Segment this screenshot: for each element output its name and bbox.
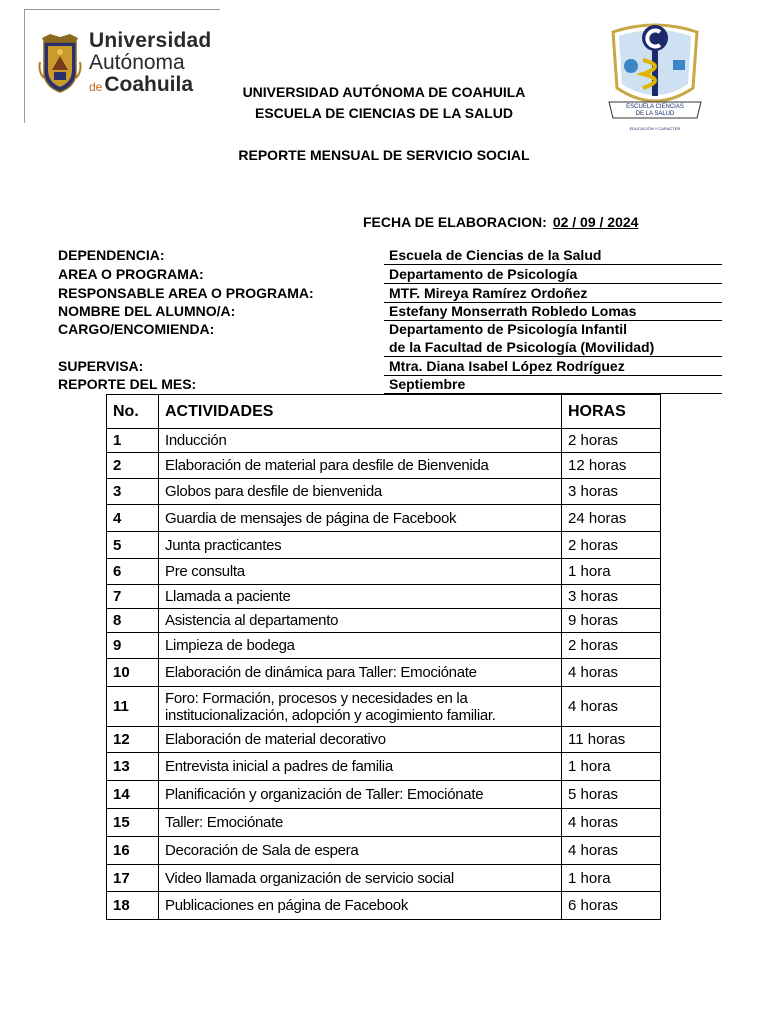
supervisa-label: SUPERVISA: (58, 358, 144, 374)
table-row (107, 687, 661, 727)
row-no: 16 (107, 837, 159, 865)
table-row (107, 585, 661, 609)
alumno-value: Estefany Monserrath Robledo Lomas (384, 303, 722, 321)
logo-line-2: Autónoma (89, 51, 185, 74)
activities-table (106, 394, 661, 920)
row-horas: 3 horas (562, 479, 661, 505)
report-title: REPORTE MENSUAL DE SERVICIO SOCIAL (238, 147, 530, 163)
row-no: 17 (107, 865, 159, 892)
row-actividad: Pre consulta (159, 559, 562, 585)
table-row (107, 429, 661, 453)
row-actividad: Decoración de Sala de espera (159, 837, 562, 865)
row-actividad: Guardia de mensajes de página de Facebook (159, 505, 562, 532)
area-label: AREA O PROGRAMA: (58, 266, 204, 282)
row-no: 6 (107, 559, 159, 585)
row-actividad: Video llamada organización de servicio social (159, 865, 562, 892)
row-no: 7 (107, 585, 159, 609)
row-no: 9 (107, 633, 159, 659)
row-horas: 1 hora (562, 559, 661, 585)
row-no: 15 (107, 809, 159, 837)
fecha-value: 02 / 09 / 2024 (552, 214, 639, 230)
row-horas: 4 horas (562, 687, 661, 727)
table-row (107, 505, 661, 532)
row-no: 8 (107, 609, 159, 633)
row-horas: 1 hora (562, 753, 661, 781)
row-actividad: Asistencia al departamento (159, 609, 562, 633)
row-horas: 9 horas (562, 609, 661, 633)
university-name: UNIVERSIDAD AUTÓNOMA DE COAHUILA (242, 84, 526, 100)
row-no: 14 (107, 781, 159, 809)
row-horas: 3 horas (562, 585, 661, 609)
table-row (107, 753, 661, 781)
row-actividad-line-2: institucionalización, adopción y acogimiento familiar. (165, 706, 496, 724)
row-horas: 6 horas (562, 892, 661, 920)
table-row (107, 781, 661, 809)
school-name: ESCUELA DE CIENCIAS DE LA SALUD (255, 105, 513, 121)
mes-value: Septiembre (384, 376, 722, 394)
dependencia-value: Escuela de Ciencias de la Salud (384, 247, 722, 265)
cargo-label: CARGO/ENCOMIENDA: (58, 321, 215, 337)
table-row (107, 559, 661, 585)
row-no: 12 (107, 727, 159, 753)
logo-line-1: Universidad (89, 29, 212, 52)
row-actividad: Entrevista inicial a padres de familia (159, 753, 562, 781)
row-horas: 4 horas (562, 659, 661, 687)
row-actividad: Limpieza de bodega (159, 633, 562, 659)
responsable-label: RESPONSABLE AREA O PROGRAMA: (58, 285, 314, 301)
row-no: 5 (107, 532, 159, 559)
supervisa-value: Mtra. Diana Isabel López Rodríguez (384, 358, 722, 376)
table-row (107, 532, 661, 559)
logo-line-3-name: Coahuila (104, 73, 194, 96)
alumno-label: NOMBRE DEL ALUMNO/A: (58, 303, 236, 319)
row-horas: 4 horas (562, 837, 661, 865)
table-row (107, 892, 661, 920)
row-no: 2 (107, 453, 159, 479)
row-actividad: Llamada a paciente (159, 585, 562, 609)
row-actividad: Publicaciones en página de Facebook (159, 892, 562, 920)
row-no: 11 (107, 687, 159, 727)
row-horas: 4 horas (562, 809, 661, 837)
row-actividad: Globos para desfile de bienvenida (159, 479, 562, 505)
table-row (107, 609, 661, 633)
row-horas: 2 horas (562, 633, 661, 659)
table-header-row (107, 395, 661, 429)
table-row (107, 727, 661, 753)
cargo-value-line-2: de la Facultad de Psicología (Movilidad) (384, 339, 722, 357)
table-row (107, 837, 661, 865)
school-logo-ribbon-line-1: ESCUELA CIENCIAS (626, 104, 684, 110)
table-row (107, 809, 661, 837)
row-horas: 24 horas (562, 505, 661, 532)
dependencia-label: DEPENDENCIA: (58, 247, 165, 263)
school-logo-motto: EDUCACIÓN Y CARÁCTER (629, 126, 681, 131)
table-row (107, 633, 661, 659)
row-actividad: Elaboración de material para desfile de Bienvenida (159, 453, 562, 479)
row-actividad: Elaboración de material decorativo (159, 727, 562, 753)
row-horas: 1 hora (562, 865, 661, 892)
responsable-value: MTF. Mireya Ramírez Ordoñez (384, 285, 722, 303)
area-value: Departamento de Psicología (384, 266, 722, 284)
table-row (107, 479, 661, 505)
table-row (107, 865, 661, 892)
cargo-value-line-1: Departamento de Psicología Infantil (389, 321, 628, 337)
row-actividad: Taller: Emociónate (159, 809, 562, 837)
row-actividad (159, 687, 562, 727)
row-horas: 2 horas (562, 532, 661, 559)
row-actividad: Inducción (159, 429, 562, 453)
row-horas: 12 horas (562, 453, 661, 479)
row-actividad: Junta practicantes (159, 532, 562, 559)
header-no: No. (107, 395, 159, 429)
header-actividades: ACTIVIDADES (159, 395, 562, 429)
row-actividad: Planificación y organización de Taller: Emociónate (159, 781, 562, 809)
row-actividad-line-1: Foro: Formación, procesos y necesidades en la (165, 689, 468, 707)
row-no: 4 (107, 505, 159, 532)
school-logo-ribbon-line-2: DE LA SALUD (635, 111, 675, 117)
mes-label: REPORTE DEL MES: (58, 376, 197, 392)
table-row (107, 453, 661, 479)
header-horas: HORAS (562, 395, 661, 429)
row-horas: 5 horas (562, 781, 661, 809)
row-no: 18 (107, 892, 159, 920)
row-no: 3 (107, 479, 159, 505)
row-actividad: Elaboración de dinámica para Taller: Emociónate (159, 659, 562, 687)
row-no: 1 (107, 429, 159, 453)
logo-line-3-prefix: de (89, 80, 103, 94)
row-no: 13 (107, 753, 159, 781)
row-horas: 11 horas (562, 727, 661, 753)
row-horas: 2 horas (562, 429, 661, 453)
fecha-elaboracion (363, 214, 638, 230)
fecha-label: FECHA DE ELABORACION: (363, 214, 547, 230)
row-no: 10 (107, 659, 159, 687)
corner-mark-horizontal (24, 9, 220, 10)
table-row (107, 659, 661, 687)
